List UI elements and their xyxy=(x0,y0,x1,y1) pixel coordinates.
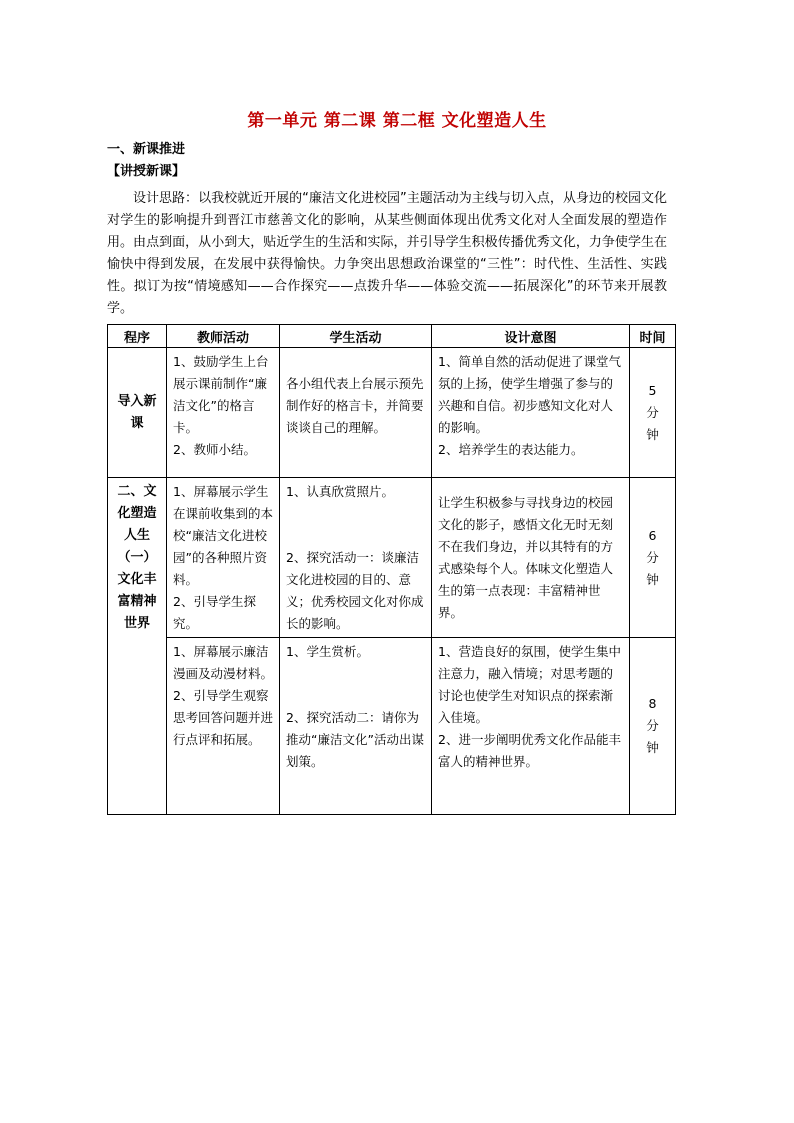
student-cell xyxy=(280,638,431,775)
teacher-cell xyxy=(167,478,279,637)
time-unit-2: 钟 xyxy=(646,740,659,755)
student-item: 2、探究活动二：请你为推动“廉洁文化”活动出谋划策。 xyxy=(286,710,424,769)
student-item: 2、探究活动一：谈廉洁文化进校园的目的、意义；优秀校园文化对你成长的影响。 xyxy=(286,550,424,631)
time-value: 6 xyxy=(648,527,657,543)
teacher-cell xyxy=(167,348,279,463)
time-unit-1: 分 xyxy=(646,718,659,733)
intent-item: 1、营造良好的氛围，使学生集中注意力，融入情境；对思考题的讨论也使学生对知识点的探索渐入佳境。 xyxy=(438,644,621,725)
section-heading-teaching: 【讲授新课】 xyxy=(107,164,186,179)
student-cell xyxy=(280,478,431,637)
header-student: 学生活动 xyxy=(280,325,432,348)
teacher-item: 1、鼓励学生上台展示课前制作“廉洁文化”的格言卡。 xyxy=(173,354,269,435)
lesson-plan-table xyxy=(107,324,676,815)
time-cell xyxy=(630,380,675,446)
time-unit-1: 分 xyxy=(646,549,659,565)
document-title: 第一单元 第二课 第二框 文化塑造人生 xyxy=(247,111,547,131)
teacher-item: 2、教师小结。 xyxy=(173,442,256,457)
table-row xyxy=(108,638,676,815)
teacher-cell xyxy=(167,638,279,753)
student-cell xyxy=(280,348,431,441)
table-row xyxy=(108,348,676,478)
teacher-item: 2、引导学生探究。 xyxy=(173,594,256,631)
stage-cell: 二、文化塑造人生（一）文化丰富精神世界 xyxy=(117,484,157,631)
time-unit-1: 分 xyxy=(646,404,659,420)
intent-item: 1、简单自然的活动促进了课堂气氛的上扬，使学生增强了参与的兴趣和自信。初步感知文化对人的影响。 xyxy=(438,354,621,435)
time-unit-2: 钟 xyxy=(646,426,659,442)
intent-cell xyxy=(432,638,629,775)
header-stage: 程序 xyxy=(108,325,167,348)
design-intro-paragraph: 设计思路：以我校就近开展的“廉洁文化进校园”主题活动为主线与切入点，从身边的校园文化对学生的影响提升到晋江市慈善文化的影响，从某些侧面体现出优秀文化对人全面发展的塑造作用。由点到面，从小到大，贴近学生的生活和实际，并引导学生积极传播优秀文化，力争使学生在愉快中得到发展，在发展中获得愉快。力争突出思想政治课堂的“三性”：时代性、生活性、实践性。拟订为按“情境感知——合作探究——点拨升华——体验交流——拓展深化”的环节来开展教学。 xyxy=(107,191,667,316)
intent-cell xyxy=(432,489,629,626)
section-heading-new-lesson: 一、新课推进 xyxy=(107,142,186,157)
intent-item: 让学生积极参与寻找身边的校园文化的影子，感悟文化无时无刻不在我们身边，并以其特有的方式感染每个人。体味文化塑造人生的第一点表现：丰富精神世界。 xyxy=(438,495,614,620)
time-value: 5 xyxy=(648,382,657,398)
teacher-item: 1、屏幕展示廉洁漫画及动漫材料。 xyxy=(173,644,274,681)
teacher-item: 2、引导学生观察思考回答问题并进行点评和拓展。 xyxy=(173,688,274,747)
stage-cell: 导入新课 xyxy=(117,394,157,431)
teacher-item: 1、屏幕展示学生在课前收集到的本校“廉洁文化进校园”的各种照片资料。 xyxy=(173,484,274,587)
header-intent: 设计意图 xyxy=(432,325,630,348)
intent-item: 2、培养学生的表达能力。 xyxy=(438,442,584,457)
header-teacher: 教师活动 xyxy=(167,325,280,348)
time-value: 8 xyxy=(648,696,657,711)
table-header-row xyxy=(108,325,676,348)
intent-item: 2、进一步阐明优秀文化作品能丰富人的精神世界。 xyxy=(438,732,621,769)
time-unit-2: 钟 xyxy=(646,571,659,587)
time-cell xyxy=(630,693,675,759)
time-cell xyxy=(630,525,675,591)
student-item: 各小组代表上台展示预先制作好的格言卡，并简要谈谈自己的理解。 xyxy=(286,376,424,435)
header-time: 时间 xyxy=(630,325,676,348)
student-item: 1、认真欣赏照片。 xyxy=(286,484,394,499)
intent-cell xyxy=(432,348,629,463)
student-item: 1、学生赏析。 xyxy=(286,644,369,659)
table-row xyxy=(108,478,676,638)
